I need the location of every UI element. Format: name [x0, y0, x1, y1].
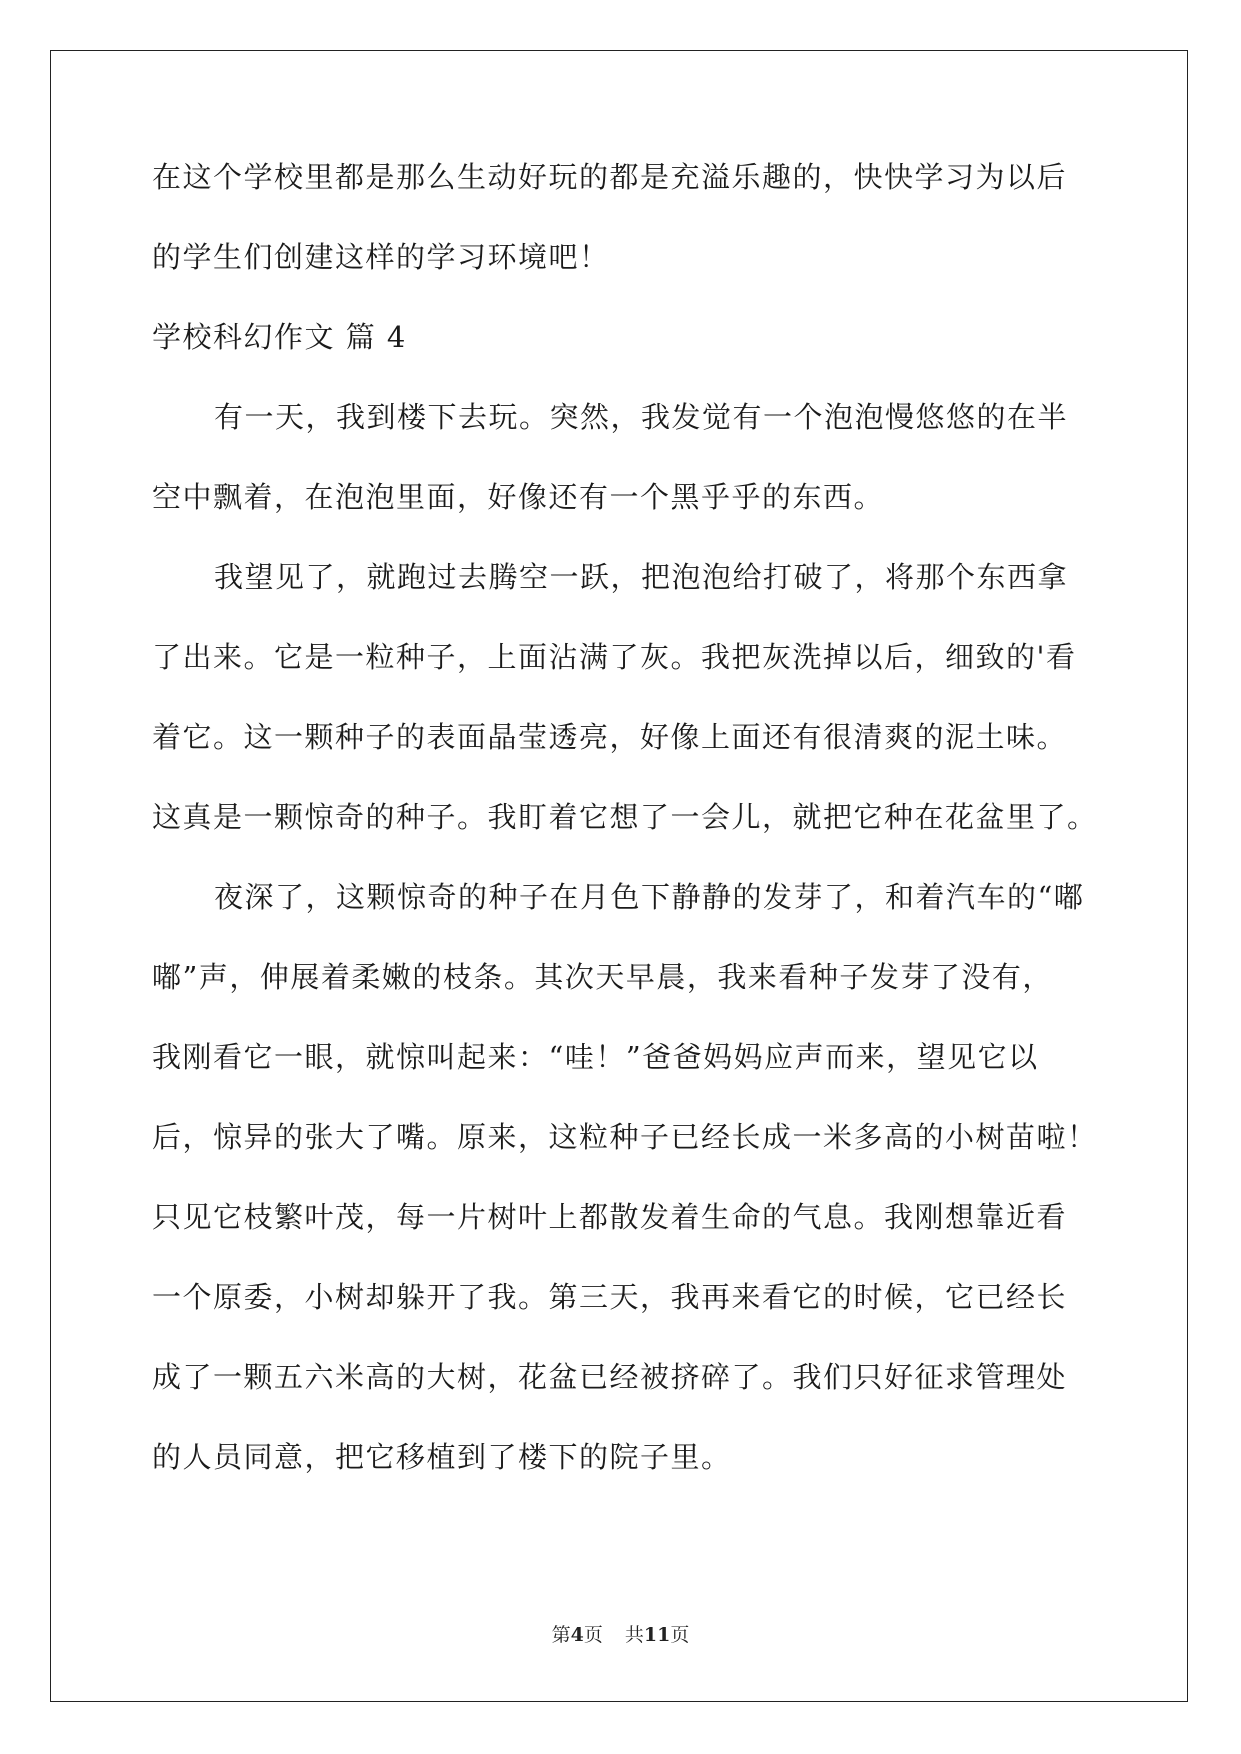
text-line: 在这个学校里都是那么生动好玩的都是充溢乐趣的，快快学习为以后 — [152, 160, 1068, 194]
text-line: 这真是一颗惊奇的种子。我盯着它想了一会儿，就把它种在花盆里了。 — [152, 800, 1098, 834]
section-heading: 学校科幻作文 篇 4 — [152, 320, 407, 354]
page-current: 4 — [570, 1624, 584, 1646]
page-total: 11 — [643, 1624, 671, 1646]
page-prefix: 第 — [551, 1624, 571, 1646]
paragraph-start-line: 我望见了，就跑过去腾空一跃，把泡泡给打破了，将那个东西拿 — [214, 560, 1069, 594]
text-line: 嘟”声，伸展着柔嫩的枝条。其次天早晨，我来看种子发芽了没有， — [152, 960, 1053, 994]
paragraph-start-line: 夜深了，这颗惊奇的种子在月色下静静的发芽了，和着汽车的“嘟 — [214, 880, 1085, 914]
total-prefix: 共 — [624, 1624, 644, 1646]
text-line: 成了一颗五六米高的大树，花盆已经被挤碎了。我们只好征求管理处 — [152, 1360, 1068, 1394]
text-line: 着它。这一颗种子的表面晶莹透亮，好像上面还有很清爽的泥土味。 — [152, 720, 1068, 754]
text-line: 后，惊异的张大了嘴。原来，这粒种子已经长成一米多高的小树苗啦！ — [152, 1120, 1098, 1154]
text-line: 空中飘着，在泡泡里面，好像还有一个黑乎乎的东西。 — [152, 480, 885, 514]
text-line: 的学生们创建这样的学习环境吧！ — [152, 240, 610, 274]
text-line: 了出来。它是一粒种子，上面沾满了灰。我把灰洗掉以后，细致的'看 — [152, 640, 1077, 674]
document-body — [152, 160, 1102, 1520]
page-suffix: 页 — [583, 1624, 603, 1646]
paragraph-start-line: 有一天，我到楼下去玩。突然，我发觉有一个泡泡慢悠悠的在半 — [214, 400, 1069, 434]
text-line: 我刚看它一眼，就惊叫起来：“哇！”爸爸妈妈应声而来，望见它以 — [152, 1040, 1039, 1074]
text-line: 一个原委，小树却躲开了我。第三天，我再来看它的时候，它已经长 — [152, 1280, 1068, 1314]
text-line: 的人员同意，把它移植到了楼下的院子里。 — [152, 1440, 732, 1474]
page-footer — [0, 1620, 1241, 1647]
total-suffix: 页 — [670, 1624, 690, 1646]
text-line: 只见它枝繁叶茂，每一片树叶上都散发着生命的气息。我刚想靠近看 — [152, 1200, 1068, 1234]
